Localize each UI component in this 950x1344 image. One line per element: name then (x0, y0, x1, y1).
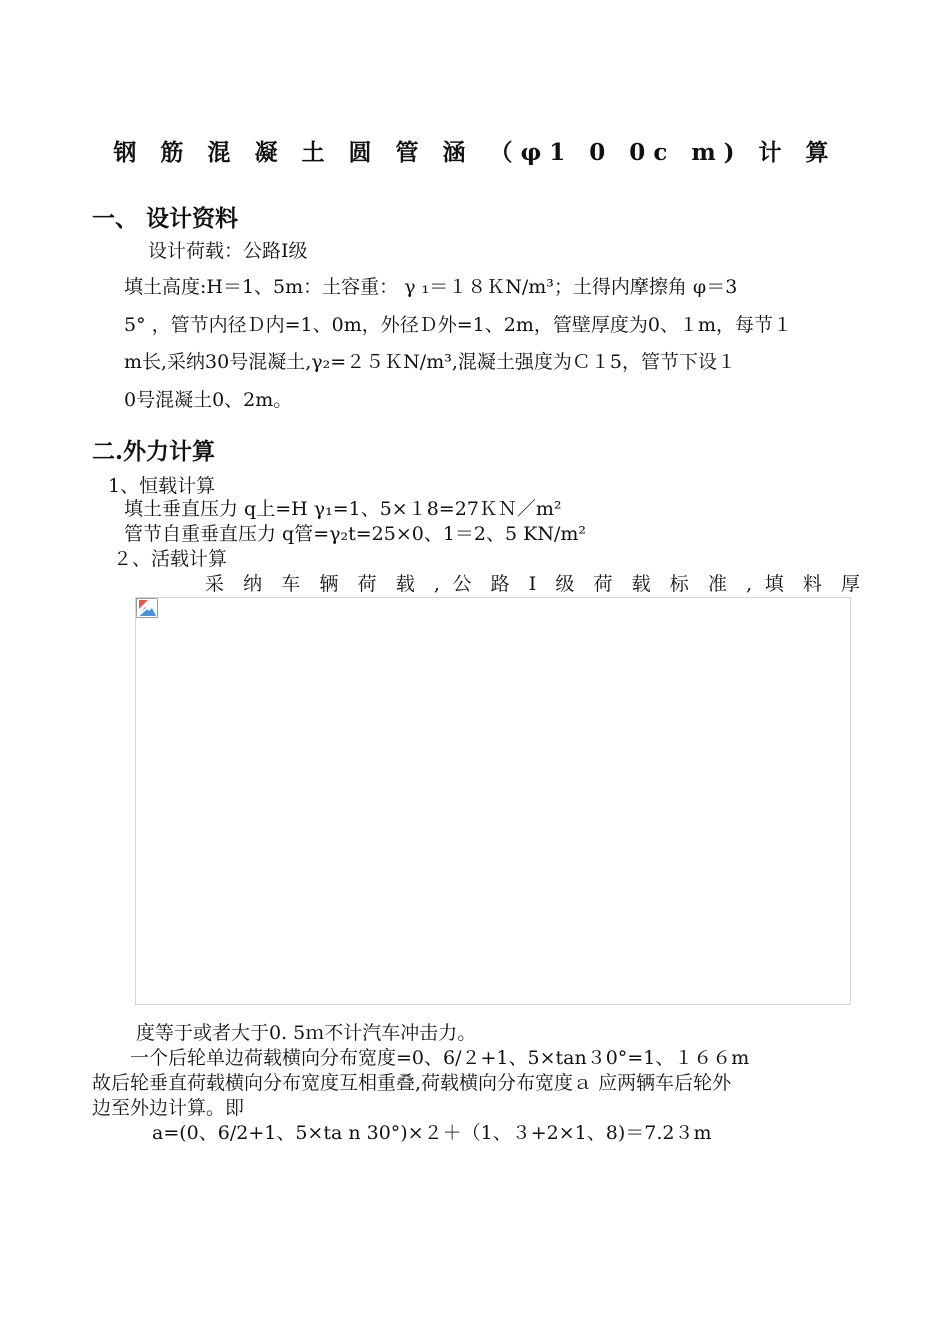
paragraph-line: 填土高度:H＝1、5m：土容重： γ ₁＝１８ＫN/m³；土得内摩擦角 φ＝3 (124, 276, 738, 298)
fill-pressure-line: 填土垂直压力 q上=H γ₁=1、5×１8=27ＫＮ／m² (124, 498, 562, 520)
paragraph-line: 故后轮垂直荷载横向分布宽度互相重叠,荷载横向分布宽度ａ 应两辆车后轮外 (92, 1072, 732, 1094)
paragraph-line: 采 纳 车 辆 荷 载 , 公 路 Ⅰ 级 荷 载 标 准 , 填 料 厚 (205, 573, 860, 595)
section-heading-external-force: 二.外力计算 (92, 438, 216, 465)
formula-line: a=(0、6/2+1、5×ta n 30°)×２＋（1、３+2×1、8)＝7.2３m (152, 1122, 712, 1144)
document-title: 钢 筋 混 凝 土 圆 管 涵 （φ1 0 0c m) 计 算 (113, 139, 837, 166)
pipe-weight-line: 管节自重垂直压力 q管=γ₂t=25×0、1＝2、5 KN/m² (124, 523, 586, 545)
paragraph-line: 度等于或者大于0. 5ｍ不计汽车冲击力。 (136, 1022, 477, 1044)
paragraph-line: 0号混凝土0、2m。 (124, 389, 293, 411)
paragraph-line: 边至外边计算。即 (92, 1097, 245, 1119)
subheading-dead-load: 1、恒载计算 (108, 475, 216, 497)
paragraph-line: 一个后轮单边荷载横向分布宽度=0、6/２+1、5×tan３0°=1、１６６m (130, 1047, 750, 1069)
embedded-image-placeholder (135, 597, 851, 1005)
paragraph-line: m长,采纳30号混凝土,γ₂=２５ＫN/m³,混凝土强度为Ｃ１5，管节下设１ (124, 351, 736, 373)
paragraph-line: 5° ，管节内径Ｄ内=1、0m，外径Ｄ外=1、2m，管壁厚度为0、１m，每节１ (124, 314, 792, 336)
broken-image-icon (136, 598, 158, 618)
design-load-line: 设计荷载：公路Ⅰ级 (148, 240, 308, 262)
section-heading-design-data: 一、 设计资料 (92, 205, 239, 232)
subheading-live-load: ２、活载计算 (113, 548, 228, 570)
